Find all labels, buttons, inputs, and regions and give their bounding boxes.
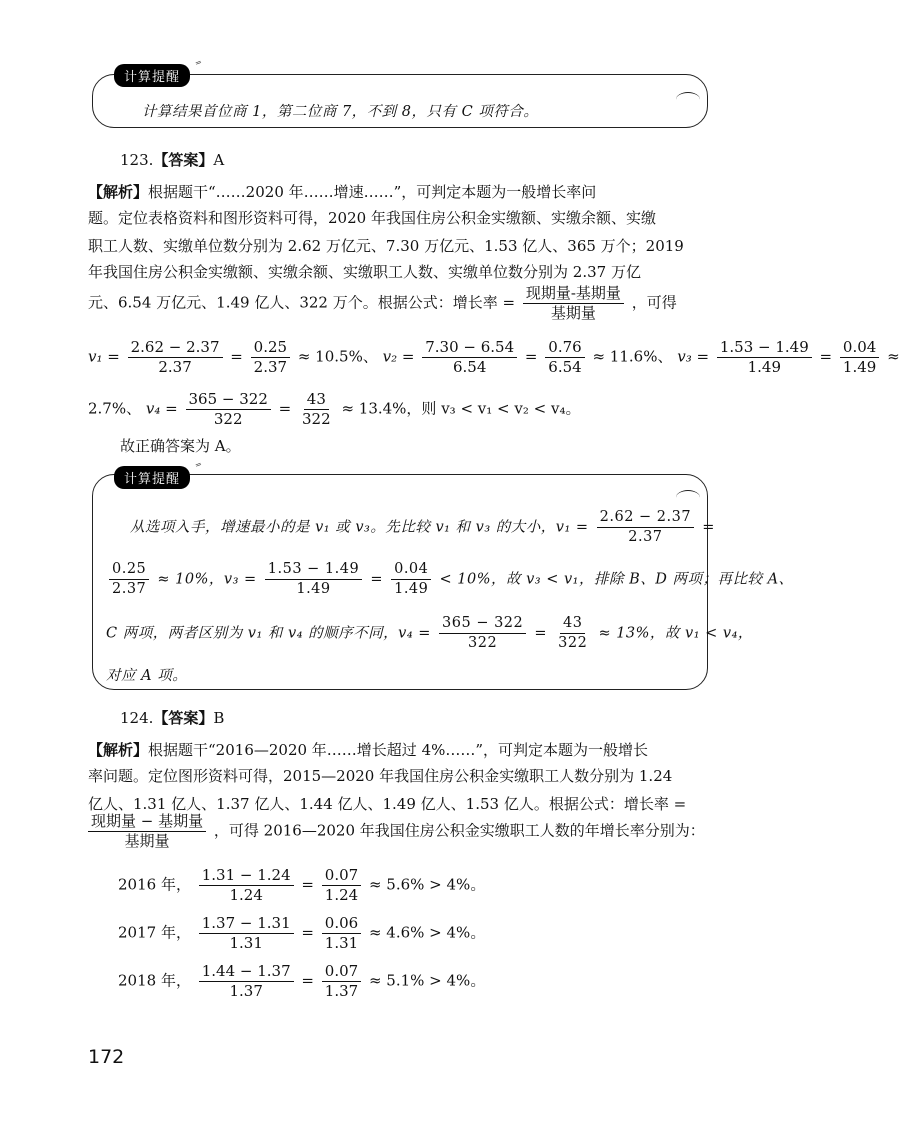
q123-calc-row2: 2.7%、 v₄ = $\frac{365 - 322}{322}$ = $\frac{43}{322}$ ≈ 13.4%，则 v₃ < v₁ < v₂ < v₄。 xyxy=(88,390,581,428)
growth-formula: $\frac{\text{现期量-基期量}}{\text{基期量}}$ xyxy=(523,284,624,323)
curl-decoration xyxy=(676,490,700,505)
tip-2-line1: 从选项入手，增速最小的是 v₁ 或 v₃。先比较 v₁ 和 v₃ 的大小，v₁ = $\frac{2.62 - 2.37}{2.37}$ = xyxy=(130,509,715,545)
spark-icon: ⁼ xyxy=(193,57,206,74)
tip-1-text: 计算结果首位商 1，第二位商 7，不到 8，只有 C 项符合。 xyxy=(142,104,539,120)
q124-row-2017: 2017 年， $\frac{1.37 - 1.31}{1.31}$ = $\frac{0.06}{1.31}$ ≈ 4.6% > 4%。 xyxy=(118,914,486,952)
q123-calc-row1: v₁ = $\frac{2.62 - 2.37}{2.37}$ = $\frac{0.25}{2.37}$ ≈ 10.5%、 v₂ = $\frac{7.30 - 6.54}{6.54}$ = $\frac{0.76}{6.54}$ ≈ 11.6%、 v₃ = $\frac{1.53 - 1.49}{1.49}$ = $\frac{0.04}{1.49}$ ≈ xyxy=(88,338,900,376)
q124-line4: $\frac{\text{现期量 − 基期量}}{\text{基期量}}$ ，可得 2016—2020 年我国住房公积金实缴职工人数的年增长率分别为： xyxy=(88,812,705,851)
q124-line2: 率问题。定位图形资料可得，2015—2020 年我国住房公积金实缴职工人数分别为 1.24 xyxy=(88,767,673,785)
q123-line3: 职工人数、实缴单位数分别为 2.62 万亿元、7.30 万亿元、1.53 亿人、365 万个；2019 xyxy=(88,237,684,255)
q123-line1: 【解析】根据题干“……2020 年……增速……”，可判定本题为一般增长率问 xyxy=(88,183,597,201)
tip-label-2: 计算提醒 xyxy=(114,466,190,489)
tip-label-1: 计算提醒 xyxy=(114,64,190,87)
q123-line2: 题。定位表格资料和图形资料可得，2020 年我国住房公积金实缴额、实缴余额、实缴 xyxy=(88,209,656,227)
q124-row-2016: 2016 年， $\frac{1.31 - 1.24}{1.24}$ = $\frac{0.07}{1.24}$ ≈ 5.6% > 4%。 xyxy=(118,866,486,904)
q123-line4: 年我国住房公积金实缴额、实缴余额、实缴职工人数、实缴单位数分别为 2.37 万亿 xyxy=(88,263,641,281)
tip-2-line4: 对应 A 项。 xyxy=(106,668,188,684)
q123-heading: 123.【答案】A xyxy=(120,151,225,169)
tip-2-line2: $\frac{0.25}{2.37}$ ≈ 10%，v₃ = $\frac{1.53 - 1.49}{1.49}$ = $\frac{0.04}{1.49}$ < 10%，故 v₃ < v₁，排除 B、D 两项；再比较 A、 xyxy=(106,560,794,599)
spark-icon: ⁼ xyxy=(193,459,206,476)
q123-line5: 元、6.54 万亿元、1.49 亿人、322 万个。根据公式：增长率 = $\frac{\text{现期量-基期量}}{\text{基期量}}$ ，可得 xyxy=(88,284,677,322)
q124-heading: 124.【答案】B xyxy=(120,709,225,727)
curl-decoration xyxy=(676,92,700,107)
q123-conclusion: 故正确答案为 A。 xyxy=(120,437,241,455)
q124-line3: 亿人、1.31 亿人、1.37 亿人、1.44 亿人、1.49 亿人、1.53 亿人。根据公式：增长率 = xyxy=(88,795,687,813)
page-number: 172 xyxy=(88,1046,125,1068)
q124-line1: 【解析】根据题干“2016—2020 年……增长超过 4%……”，可判定本题为一般增长 xyxy=(88,741,649,759)
tip-2-line3: C 两项，两者区别为 v₁ 和 v₄ 的顺序不同，v₄ = $\frac{365 - 322}{322}$ = $\frac{43}{322}$ ≈ 13%，故 v₁ < v₄， xyxy=(106,615,753,651)
q124-row-2018: 2018 年， $\frac{1.44 - 1.37}{1.37}$ = $\frac{0.07}{1.37}$ ≈ 5.1% > 4%。 xyxy=(118,962,486,1000)
